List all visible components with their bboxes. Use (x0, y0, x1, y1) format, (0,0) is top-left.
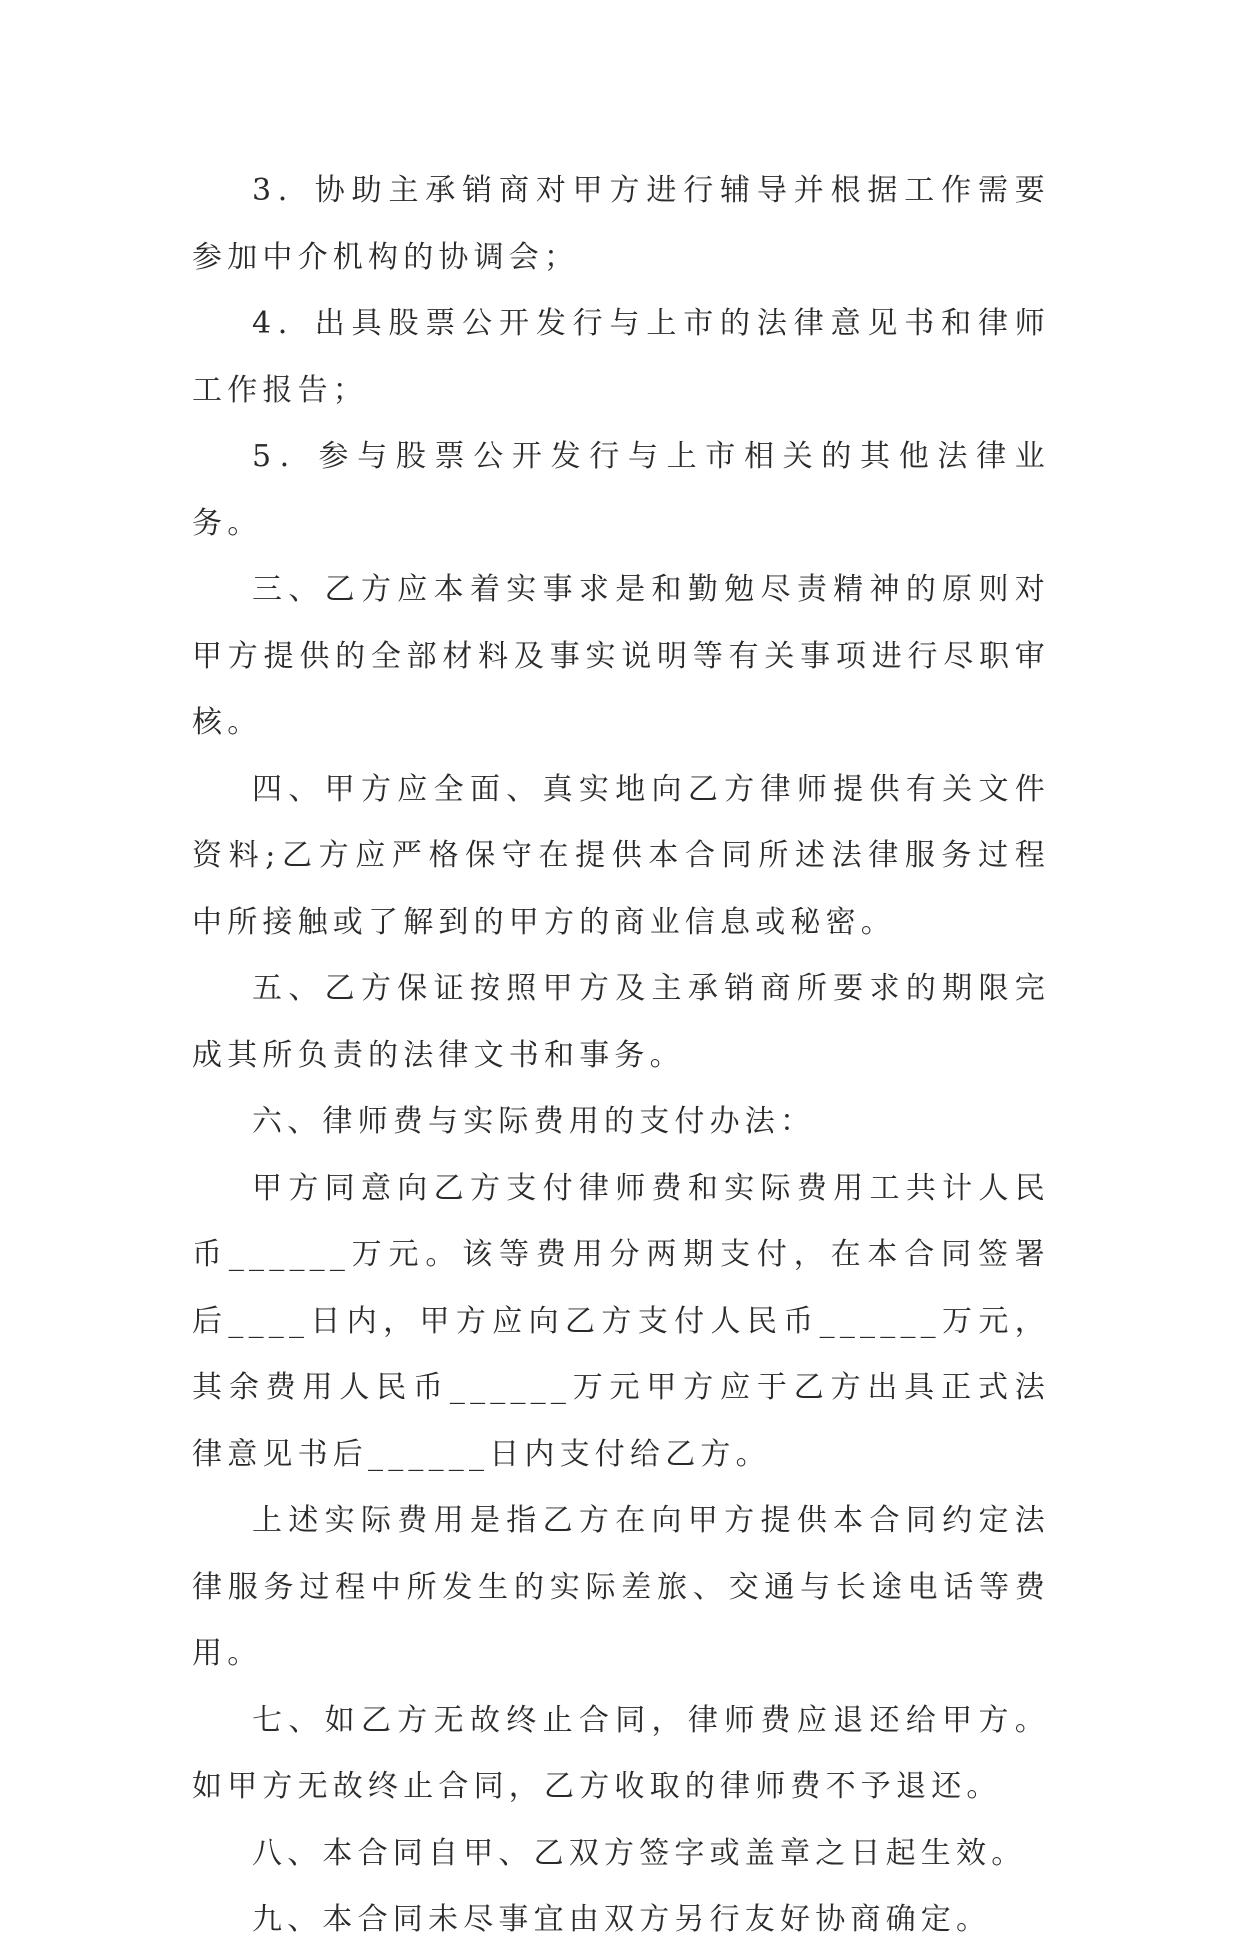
clause-4: 四、甲方应全面、真实地向乙方律师提供有关文件资料;乙方应严格保守在提供本合同所述法律服务过程中所接触或了解到的甲方的商业信息或秘密。 (192, 771, 1050, 940)
clause-3: 三、乙方应本着实事求是和勤勉尽责精神的原则对甲方提供的全部材料及事实说明等有关事项进行尽职审核。 (192, 572, 1050, 740)
clause-2-5: 5．参与股票公开发行与上市相关的其他法律业务。 (192, 439, 1050, 541)
clause-6-heading: 六、律师费与实际费用的支付办法： (252, 1104, 816, 1139)
contract-body (192, 158, 1050, 1954)
clause-2-4: 4．出具股票公开发行与上市的法律意见书和律师工作报告； (192, 306, 1050, 408)
clause-6-payment: 甲方同意向乙方支付律师费和实际费用工共计人民币______万元。该等费用分两期支付，在本合同签署后____日内，甲方应向乙方支付人民币______万元，其余费用人民币______万元甲方应于乙方出具正式法律意见书后______日内支付给乙方。 (192, 1170, 1050, 1472)
clause-9: 九、本合同未尽事宜由双方另行友好协商确定。 (252, 1902, 992, 1937)
clause-2-3: 3．协助主承销商对甲方进行辅导并根据工作需要参加中介机构的协调会； (192, 173, 1050, 275)
clause-6-expenses: 上述实际费用是指乙方在向甲方提供本合同约定法律服务过程中所发生的实际差旅、交通与长途电话等费用。 (192, 1503, 1050, 1671)
clause-8: 八、本合同自甲、乙双方签字或盖章之日起生效。 (252, 1835, 1027, 1871)
clause-7: 七、如乙方无故终止合同，律师费应退还给甲方。如甲方无故终止合同，乙方收取的律师费不予退还。 (192, 1702, 1050, 1804)
clause-5: 五、乙方保证按照甲方及主承销商所要求的期限完成其所负责的法律文书和事务。 (192, 971, 1050, 1073)
